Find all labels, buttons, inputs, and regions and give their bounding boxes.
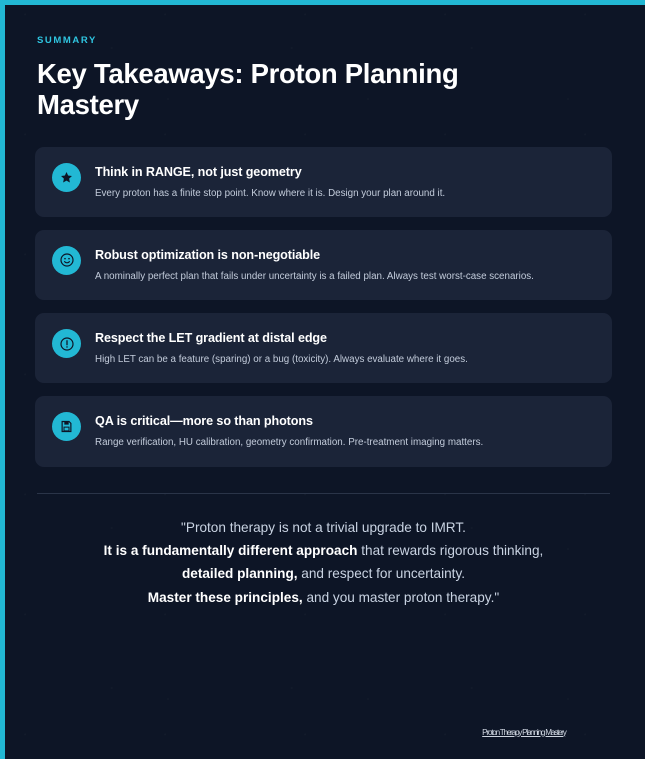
quote-line-4-plain: and you master proton therapy." xyxy=(302,589,500,605)
closing-quote xyxy=(47,516,600,610)
takeaway-title: Think in RANGE, not just geometry xyxy=(95,164,302,179)
star-icon xyxy=(52,163,81,192)
takeaway-card xyxy=(35,396,612,466)
takeaway-card xyxy=(35,313,612,383)
takeaway-description: Every proton has a finite stop point. Know where it is. Design your plan around it. xyxy=(95,187,446,199)
quote-line-2-plain: that rewards rigorous thinking, xyxy=(357,542,544,558)
footer-watermark xyxy=(455,726,593,738)
takeaway-description: High LET can be a feature (sparing) or a bug (toxicity). Always evaluate where it goes. xyxy=(95,354,468,366)
quote-line-2-strong: It is a fundamentally different approach xyxy=(103,542,358,558)
footer-watermark-text: Proton Therapy Planning Mastery xyxy=(482,727,566,737)
takeaway-card-body xyxy=(95,328,468,366)
takeaway-card-list xyxy=(35,147,612,467)
quote-line-3-strong: detailed planning, xyxy=(181,566,298,582)
takeaway-card xyxy=(35,230,612,300)
section-eyebrow: SUMMARY xyxy=(37,35,97,46)
slide-content xyxy=(5,5,645,759)
takeaway-description: A nominally perfect plan that fails under uncertainty is a failed plan. Always test worst-case scenarios. xyxy=(95,270,534,282)
quote-line-1: "Proton therapy is not a trivial upgrade to IMRT. xyxy=(181,519,466,535)
quote-line-4-strong: Master these principles, xyxy=(147,589,303,605)
takeaway-card-body xyxy=(95,411,483,449)
smiley-face-icon xyxy=(52,246,81,275)
exclamation-circle-icon xyxy=(52,329,81,358)
takeaway-card-body xyxy=(95,162,445,200)
takeaway-title: Respect the LET gradient at distal edge xyxy=(95,331,327,346)
save-disk-icon xyxy=(52,412,81,441)
page-title: Key Takeaways: Proton Planning Mastery xyxy=(37,58,459,121)
quote-line-3-plain: and respect for uncertainty. xyxy=(297,566,466,582)
section-divider xyxy=(37,493,610,494)
takeaway-title: Robust optimization is non-negotiable xyxy=(95,247,321,262)
takeaway-title: QA is critical—more so than photons xyxy=(95,414,313,429)
takeaway-description: Range verification, HU calibration, geometry confirmation. Pre-treatment imaging matters. xyxy=(95,437,484,449)
takeaway-card xyxy=(35,147,612,217)
takeaway-card-body xyxy=(95,245,534,283)
